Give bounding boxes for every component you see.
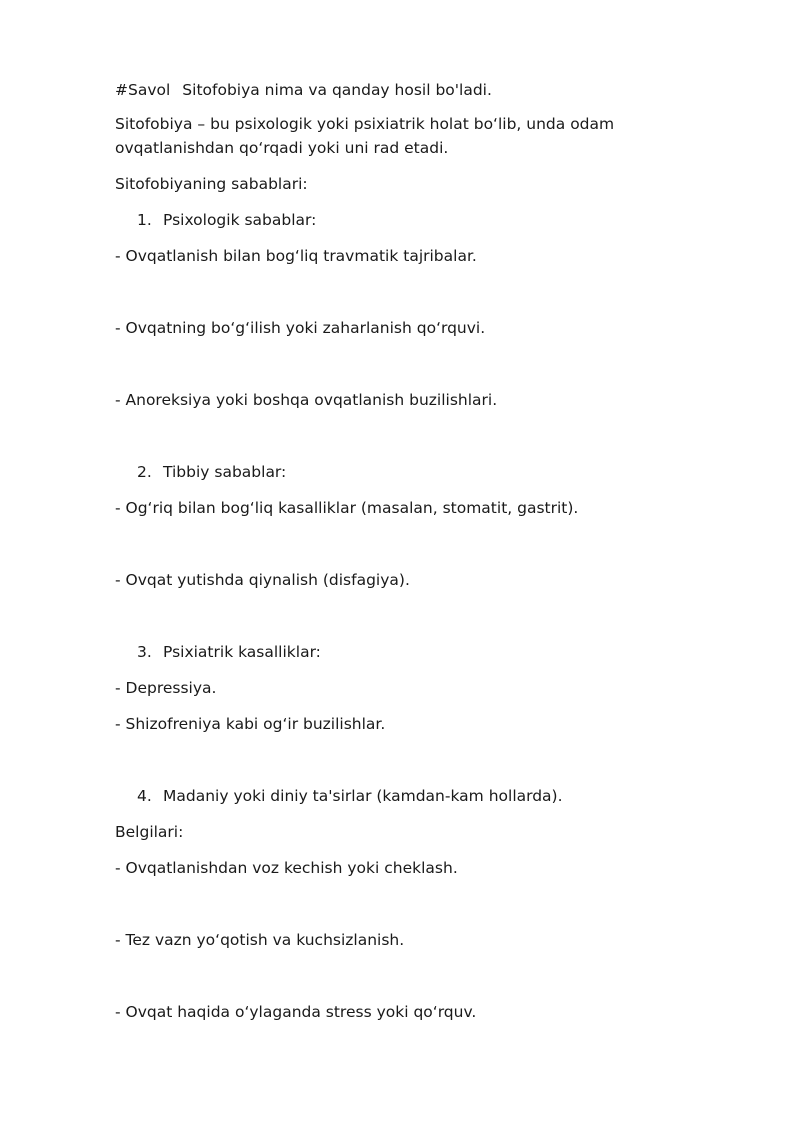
symptom-item-3: - Ovqat haqida o‘ylaganda stress yoki qo‘rquv. bbox=[115, 1003, 477, 1021]
symptoms-heading: Belgilari: bbox=[115, 823, 184, 841]
symptom-item-1: - Ovqatlanishdan voz kechish yoki cheklash. bbox=[115, 859, 458, 877]
cause-1-item-2: - Ovqatning bo‘g‘ilish yoki zaharlanish qo‘rquvi. bbox=[115, 319, 486, 337]
definition-paragraph: Sitofobiya – bu psixologik yoki psixiatrik holat bo‘lib, unda odam ovqatlanishdan qo‘rqadi yoki uni rad etadi. bbox=[115, 115, 615, 157]
cause-2-heading bbox=[137, 462, 286, 482]
symptom-item-2: - Tez vazn yo‘qotish va kuchsizlanish. bbox=[115, 931, 405, 949]
cause-3-item-2: - Shizofreniya kabi og‘ir buzilishlar. bbox=[115, 715, 386, 733]
causes-heading: Sitofobiyaning sabablari: bbox=[115, 175, 308, 193]
cause-3-number: 3. bbox=[137, 643, 152, 661]
cause-2-item-1: - Og‘riq bilan bog‘liq kasalliklar (masalan, stomatit, gastrit). bbox=[115, 499, 579, 517]
cause-4-heading bbox=[137, 786, 563, 806]
question-tag: #Savol bbox=[115, 81, 171, 99]
cause-1-item-1: - Ovqatlanish bilan bog‘liq travmatik tajribalar. bbox=[115, 247, 477, 265]
cause-3-title: Psixiatrik kasalliklar: bbox=[163, 643, 321, 661]
cause-2-title: Tibbiy sabablar: bbox=[163, 463, 287, 481]
question-line bbox=[115, 80, 492, 100]
cause-3-heading bbox=[137, 642, 321, 662]
cause-1-heading bbox=[137, 210, 316, 230]
cause-4-title: Madaniy yoki diniy ta'sirlar (kamdan-kam hollarda). bbox=[163, 787, 563, 805]
question-text: Sitofobiya nima va qanday hosil bo'ladi. bbox=[182, 81, 492, 99]
cause-4-number: 4. bbox=[137, 787, 152, 805]
cause-1-item-3: - Anoreksiya yoki boshqa ovqatlanish buzilishlari. bbox=[115, 391, 498, 409]
cause-1-title: Psixologik sabablar: bbox=[163, 211, 317, 229]
cause-3-item-1: - Depressiya. bbox=[115, 679, 217, 697]
cause-1-number: 1. bbox=[137, 211, 152, 229]
cause-2-number: 2. bbox=[137, 463, 152, 481]
cause-2-item-2: - Ovqat yutishda qiynalish (disfagiya). bbox=[115, 571, 410, 589]
